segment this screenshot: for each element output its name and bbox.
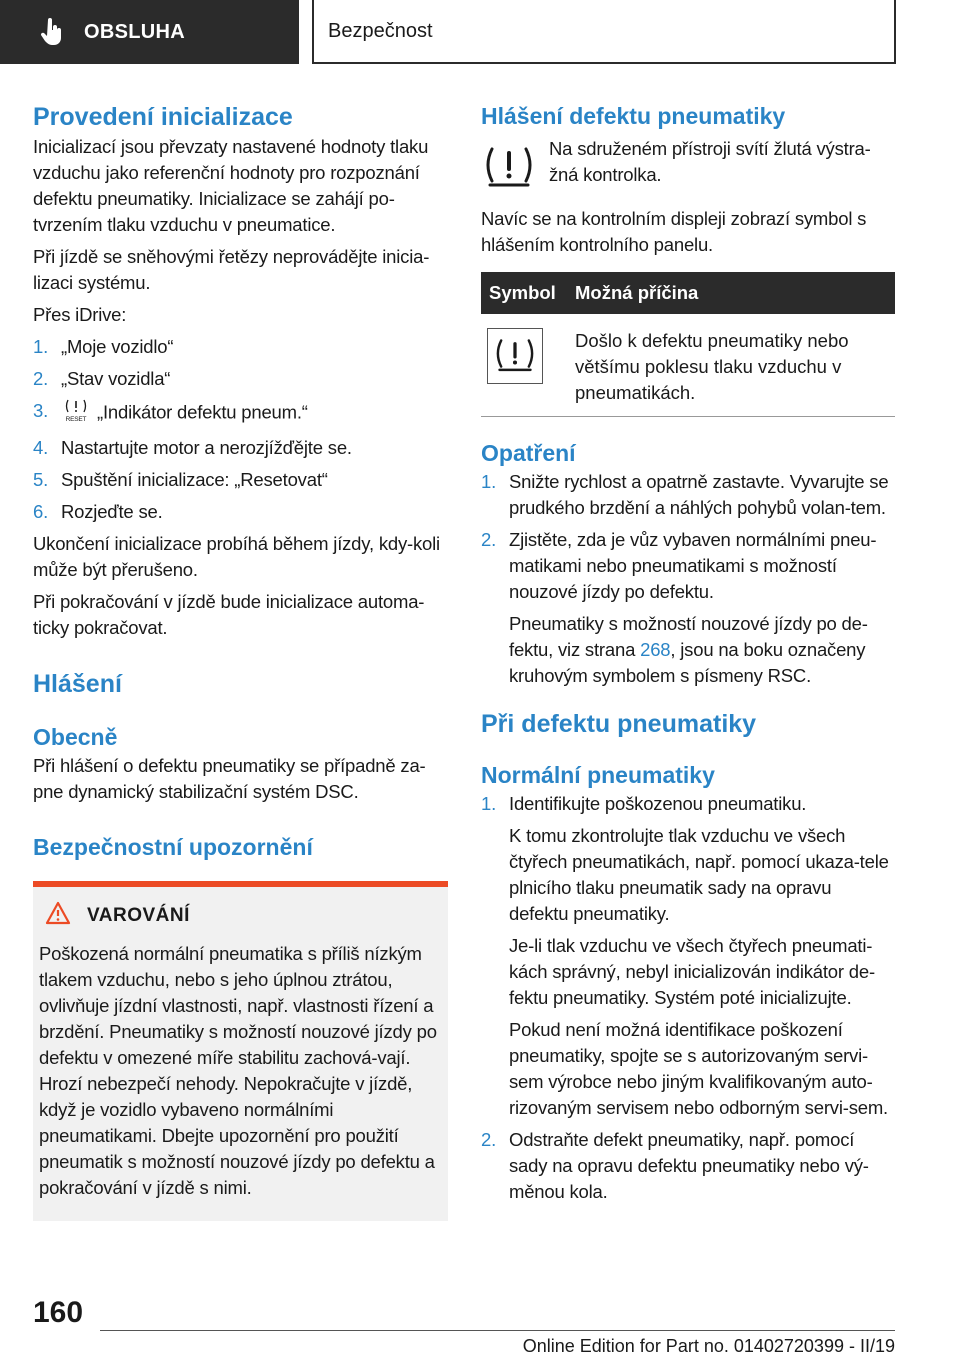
subsection-tab — [312, 0, 896, 64]
table-header: Možná příčina — [567, 272, 895, 314]
initialization-steps — [33, 334, 448, 525]
list-item: 1. Identifikujte poškozenou pneumatiku. K tomu zkontrolujte tlak vzduchu ve všech čtyřech pneumatikách, např. pomocí ukaza-tele plnicího tlaku pneumatik sady na opravu defektu pneumatiky. Je-li tlak vzduchu ve všech čtyřech pneumati-kách správný, nebyl inicializován indikátor de-fektu pneumatiky. Systém poté inicializujte. Pokud není možná identifikace poškození pneumatiky, spojte se s autorizovaným servi-sem výrobce nebo jiným kvalifikovaným auto-rizovaným servisem nebo odborným servi-sem. — [481, 793, 889, 1118]
tire-pressure-warning-icon — [481, 140, 537, 196]
footer-divider — [100, 1330, 895, 1331]
heading-messages: Hlášení — [33, 670, 122, 698]
paragraph: Inicializací jsou převzaty nastavené hodnoty tlaku vzduchu jako referenční hodnoty pro rozpoznání defektu pneumatiky. Inicializace se zahájí po-tvrzením tlaku vzduchu v pneumatice. — [33, 136, 429, 235]
heading-safety-notes: Bezpečnostní upozornění — [33, 834, 313, 860]
list-item: 1. „Moje vozidlo“ — [33, 336, 174, 357]
heading-tire-defect-message: Hlášení defektu pneumatiky — [481, 103, 786, 129]
left-column — [33, 100, 448, 1221]
svg-text:RESET: RESET — [65, 416, 87, 422]
table-cell: Došlo k defektu pneumatiky nebo většímu poklesu tlaku vzduchu v pneumatikách. — [567, 314, 895, 417]
list-item: 2. „Stav vozidla“ — [33, 368, 171, 389]
paragraph: Při pokračování v jízdě bude inicializace automa-ticky pokračovat. — [33, 591, 425, 638]
page-link-268[interactable]: 268 — [640, 639, 671, 660]
tire-reset-icon — [63, 398, 89, 429]
normal-tire-steps — [481, 791, 895, 1205]
footer-edition: Online Edition for Part no. 01402720399 - II/19 — [522, 1336, 895, 1356]
tire-pressure-warning-icon — [487, 328, 543, 384]
list-item: 2. Zjistěte, zda je vůz vybaven normálními pneu-matikami nebo pneumatikami s možností nouzové jízdy po defektu. Pneumatiky s možností nouzové jízdy po de-fektu, viz strana 268, jsou na boku označeny kruhovým symbolem s písmeny RSC. — [481, 529, 877, 686]
list-item: 4. Nastartujte motor a nerozjížďějte se. — [33, 437, 352, 458]
list-item: 2. Odstraňte defekt pneumatiky, např. pomocí sady na opravu defektu pneumatiky nebo vý-měnou kola. — [481, 1129, 869, 1202]
list-item: 5. Spuštění inicializace: „Resetovat“ — [33, 469, 328, 490]
heading-when-tire-defect: Při defektu pneumatiky — [481, 710, 757, 738]
measures-list — [481, 469, 895, 689]
section-label: OBSLUHA — [84, 20, 185, 43]
paragraph: Při jízdě se sněhovými řetězy neprovádějte inicia-lizaci systému. — [33, 246, 430, 293]
section-tab — [0, 0, 299, 64]
subsection-label: Bezpečnost — [328, 19, 433, 42]
warning-triangle-icon — [45, 901, 71, 931]
table-row — [481, 314, 895, 417]
right-column — [481, 100, 895, 1205]
list-item: 3. RESET „Indikátor defektu pneum.“ — [33, 398, 448, 429]
warning-text: Poškozená normální pneumatika s příliš nízkým tlakem vzduchu, nebo s jeho úplnou ztrátou, ovlivňuje jízdní vlastnosti, např. vlastnosti řízení a brzdění. Pneumatiky s možností nouzové jízdy po defektu v omezené míře stabilitu zachová-vají. Hrozí nebezpečí nehody. Nepokračujte v jízdě, když je vozidlo vybaveno normálními pneumatikami. Dbejte upozornění pro použití pneumatik s možností nouzové jízdy po defektu a pokračování v jízdě s nimi. — [39, 943, 437, 1198]
hand-pointer-icon — [38, 17, 68, 47]
symbol-table — [481, 272, 895, 417]
table-header: Symbol — [481, 272, 567, 314]
heading-measures: Opatření — [481, 440, 576, 466]
page-number: 160 — [33, 1296, 84, 1329]
warning-box — [33, 881, 448, 1221]
list-item: 1. Snižte rychlost a opatrně zastavte. Vyvarujte se prudkého brzdění a náhlých pohybů volan-tem. — [481, 471, 889, 518]
paragraph: Ukončení inicializace probíhá během jízdy, kdy-koli může být přerušeno. — [33, 533, 440, 580]
paragraph: Přes iDrive: — [33, 304, 127, 325]
indicator-row — [481, 136, 895, 196]
heading-normal-tires: Normální pneumatiky — [481, 762, 715, 788]
list-item: 6. Rozjeďte se. — [33, 501, 163, 522]
warning-title: VAROVÁNÍ — [39, 901, 438, 931]
heading-general: Obecně — [33, 724, 118, 750]
heading-initialization: Provedení inicializace — [33, 103, 293, 131]
paragraph: Na sdruženém přístroji svítí žlutá výstra-žná kontrolka. — [549, 138, 871, 185]
paragraph: Navíc se na kontrolním displeji zobrazí symbol s hlášením kontrolního panelu. — [481, 208, 867, 255]
paragraph: Při hlášení o defektu pneumatiky se případně za-pne dynamický stabilizační systém DSC. — [33, 755, 426, 802]
